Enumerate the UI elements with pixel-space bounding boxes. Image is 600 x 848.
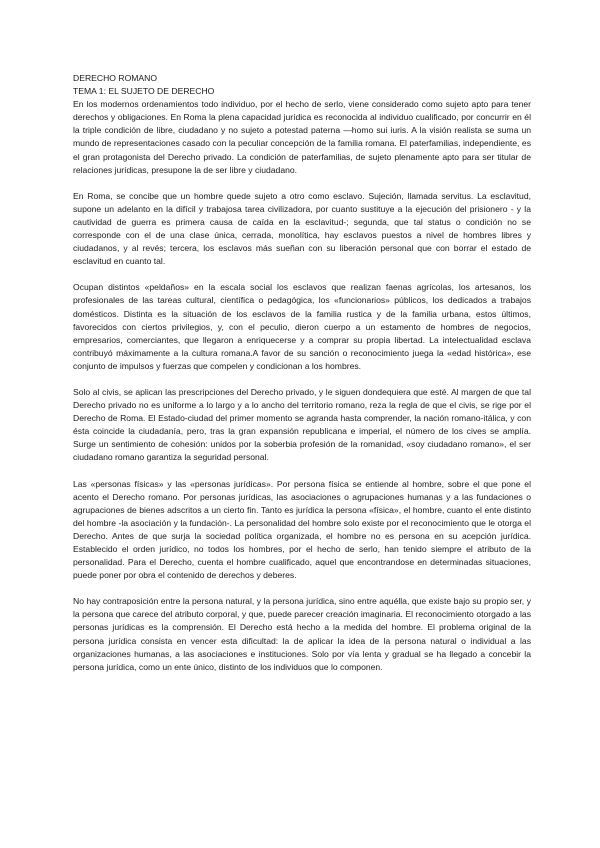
paragraph: Ocupan distintos «peldaños» en la escala social los esclavos que realizan faenas agrícolas, los artesanos, los profesionales de las tareas cultural, científica o pedagógica, los «funcionarios» públicos, los dedicados a trabajos domésticos. Distinta es la situación de los esclavos de la familia rustica y de la familia urbana, estos últimos, favorecidos con ciertos privilegios, y, con el peculio, dieron cuerpo a un estamento de hombres de negocios, empresarios, comerciantes, que llegaron a enriquecerse y a comprar su propia libertad. La intelectualidad esclava contribuyó máximamente a la cultura romana.A favor de su sanción o reconocimiento juega la «edad histórica», ese conjunto de impulsos y fuerzas que compelen y condicionan a los hombres.: [73, 282, 531, 371]
document-page: [73, 72, 531, 687]
paragraph: En Roma, se concibe que un hombre quede sujeto a otro como esclavo. Sujeción, llamada servitus. La esclavitud, supone un adelanto en la difícil y trabajosa tarea civilizadora, por cuanto sustituye a la ejecución del prisionero - y la cautividad de guerra es primera causa de caída en la esclavitud-; segunda, que tal status o condición no se corresponde con el de una clase única, cerrada, monolítica, hay esclavos puestos a nivel de hombres libres y ciudadanos, y al revés; tercera, los esclavos más sueñan con su liberación personal que con borrar el estado de esclavitud en cuanto tal.: [73, 190, 531, 267]
topic-title: TEMA 1: EL SUJETO DE DERECHO: [73, 86, 215, 97]
course-title: DERECHO ROMANO: [73, 73, 158, 83]
paragraph: Solo al civis, se aplican las prescripciones del Derecho privado, y le siguen dondequiera que esté. Al margen de que tal Derecho privado no es uniforme a lo largo y a lo ancho del territorio romano, reza la regla de que el civis, se rige por el Derecho de Roma. El Estado-ciudad del primer momento se agranda hasta comprender, la nación romano-itálica, y con ésta coincide la ciudadanía, pero, tras la gran expansión republicana e imperial, el número de los cives se amplía. Surge un sentimiento de cohesión: unidos por la soberbia profesión de la romanidad, «soy ciudadano romano», el ser ciudadano romano garantiza la seguridad personal.: [73, 386, 531, 463]
paragraph: En los modernos ordenamientos todo individuo, por el hecho de serlo, viene considerado como sujeto apto para tener derechos y obligaciones. En Roma la plena capacidad jurídica es reconocida al individuo cualificado, por concurrir en él la triple condición de libre, ciudadano y no sujeto a potestad paterna —homo sui iuris. A la visión realista se suma un mundo de representaciones casado con la peculiar concepción de la familia romana. El paterfamilias, independiente, es el gran protagonista del Derecho privado. La condición de paterfamilias, de sujeto plenamente apto para ser titular de relaciones jurídicas, presupone la de ser libre y ciudadano.: [73, 99, 531, 175]
paragraph: No hay contraposición entre la persona natural, y la persona jurídica, sino entre aquélla, que existe bajo su propio ser, y la persona que carece del atributo corporal, y que, puede parecer creación imaginaria. El reconocimiento otorgado a las personas jurídicas es la comprensión. El Derecho está hecho a la medida del hombre. El problema original de la persona jurídica consista en vencer esta dificultad: la de aplicar la idea de la persona natural o individual a las organizaciones humanas, a las asociaciones e instituciones. Solo por vía lenta y gradual se ha llegado a concebir la persona jurídica, como un ente único, distinto de los individuos que lo componen.: [73, 596, 531, 672]
paragraph: Las «personas físicas» y las «personas jurídicas». Por persona física se entiende al hombre, sobre el que pone el acento el Derecho romano. Por personas jurídicas, las asociaciones o agrupaciones humanas y a las fundaciones o agrupaciones de bienes adscritos a un cierto fin. Tanto es jurídica la persona «física», el hombre, cuanto el ente distinto del hombre -la asociación y la fundación-. La personalidad del hombre solo existe por el reconocimiento que le otorga el Derecho. Antes de que surja la sociedad política organizada, el hombre no es persona en su acepción jurídica. Establecido el orden jurídico, no todos los hombres, por el hecho de serlo, han tenido siempre el atributo de la personalidad. Para el Derecho, cuenta el hombre cualificado, aquel que encontrandose en determinadas situaciones, puede poner por obra el contenido de derechos y deberes.: [73, 478, 531, 581]
